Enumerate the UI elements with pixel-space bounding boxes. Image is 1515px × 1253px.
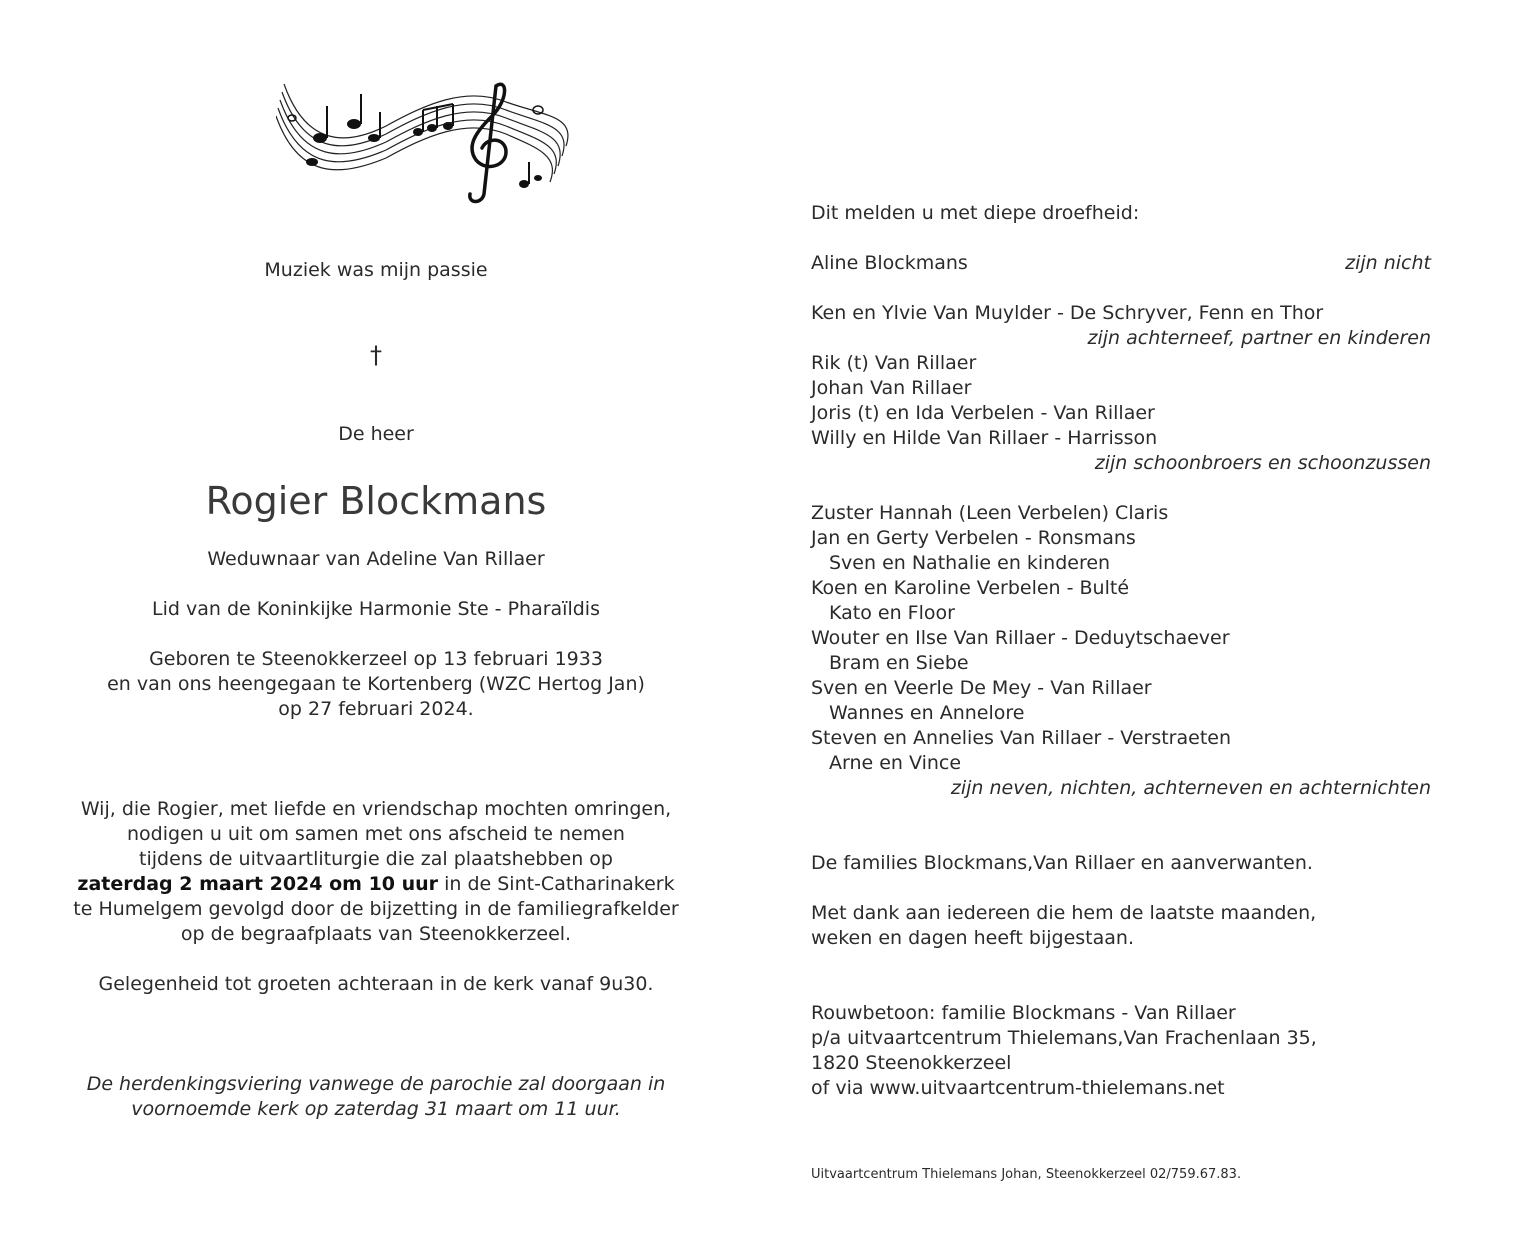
spouse-line: Weduwnaar van Adeline Van Rillaer xyxy=(207,548,545,570)
birth-line: Geboren te Steenokkerzeel op 13 februari 1933 xyxy=(149,648,603,670)
left-panel xyxy=(40,0,712,1253)
relation-label: zijn achterneef, partner en kinderen xyxy=(1087,327,1431,349)
death-date-line: op 27 februari 2024. xyxy=(278,698,474,720)
family-member: Koen en Karoline Verbelen - Bulté xyxy=(811,577,1130,599)
family-member: Wouter en Ilse Van Rillaer - Deduytschaever xyxy=(811,627,1230,649)
funeral-date-line xyxy=(40,872,712,897)
motto: Muziek was mijn passie xyxy=(264,259,488,281)
relation-label: zijn nicht xyxy=(1345,252,1431,274)
family-member: Ken en Ylvie Van Muylder - De Schryver, Fenn en Thor xyxy=(811,302,1324,324)
website-line: of via www.uitvaartcentrum-thielemans.net xyxy=(811,1077,1225,1099)
memorial-line: voornoemde kerk op zaterdag 31 maart om 11 uur. xyxy=(131,1098,621,1120)
family-member: Johan Van Rillaer xyxy=(811,377,972,399)
relation-label: zijn schoonbroers en schoonzussen xyxy=(1094,452,1431,474)
invite-line: te Humelgem gevolgd door de bijzetting in de familiegrafkelder xyxy=(73,898,679,920)
right-panel xyxy=(811,0,1431,1253)
address-line: Rouwbetoon: familie Blockmans - Van Rillaer xyxy=(811,1002,1236,1024)
thanks-line: weken en dagen heeft bijgestaan. xyxy=(811,927,1134,949)
death-place-line: en van ons heengegaan te Kortenberg (WZC Hertog Jan) xyxy=(107,673,645,695)
memorial-line: De herdenkingsviering vanwege de parochie zal doorgaan in xyxy=(86,1073,666,1095)
address-line: p/a uitvaartcentrum Thielemans,Van Frachenlaan 35, xyxy=(811,1027,1317,1049)
family-member: Bram en Siebe xyxy=(829,652,969,674)
family-member: Zuster Hannah (Leen Verbelen) Claris xyxy=(811,502,1169,524)
family-member: Rik (t) Van Rillaer xyxy=(811,352,977,374)
greeting-line: Gelegenheid tot groeten achteraan in de kerk vanaf 9u30. xyxy=(98,973,654,995)
family-member: Jan en Gerty Verbelen - Ronsmans xyxy=(811,527,1136,549)
family-member: Sven en Nathalie en kinderen xyxy=(829,552,1111,574)
family-member: Sven en Veerle De Mey - Van Rillaer xyxy=(811,677,1152,699)
intro-line: Dit melden u met diepe droefheid: xyxy=(811,202,1140,224)
honorific: De heer xyxy=(338,423,414,445)
invite-line: Wij, die Rogier, met liefde en vriendschap mochten omringen, xyxy=(80,798,672,820)
family-member: Arne en Vince xyxy=(829,752,962,774)
families-line: De families Blockmans,Van Rillaer en aanverwanten. xyxy=(811,852,1313,874)
deceased-name: Rogier Blockmans xyxy=(205,479,547,523)
funeral-date: zaterdag 2 maart 2024 om 10 uur xyxy=(77,873,439,895)
cross-symbol: † xyxy=(370,341,382,369)
family-member: Wannes en Annelore xyxy=(829,702,1025,724)
funeral-home-footer: Uitvaartcentrum Thielemans Johan, Steenokkerzeel 02/759.67.83. xyxy=(811,1167,1242,1182)
family-member: Aline Blockmans xyxy=(811,252,968,274)
music-staff-treble-clef-icon xyxy=(276,76,582,208)
family-member: Willy en Hilde Van Rillaer - Harrisson xyxy=(811,427,1158,449)
invite-line: op de begraafplaats van Steenokkerzeel. xyxy=(180,923,572,945)
thanks-line: Met dank aan iedereen die hem de laatste maanden, xyxy=(811,902,1317,924)
family-member: Joris (t) en Ida Verbelen - Van Rillaer xyxy=(811,402,1155,424)
invite-line: tijdens de uitvaartliturgie die zal plaatshebben op xyxy=(139,848,613,870)
funeral-church: in de Sint-Catharinakerk xyxy=(438,873,675,895)
membership-line: Lid van de Koninkijke Harmonie Ste - Pharaïldis xyxy=(152,598,600,620)
invite-line: nodigen u uit om samen met ons afscheid te nemen xyxy=(127,823,625,845)
family-member: Kato en Floor xyxy=(829,602,955,624)
relation-label: zijn neven, nichten, achterneven en achternichten xyxy=(950,777,1431,799)
address-line: 1820 Steenokkerzeel xyxy=(811,1052,1012,1074)
family-member: Steven en Annelies Van Rillaer - Verstraeten xyxy=(811,727,1232,749)
